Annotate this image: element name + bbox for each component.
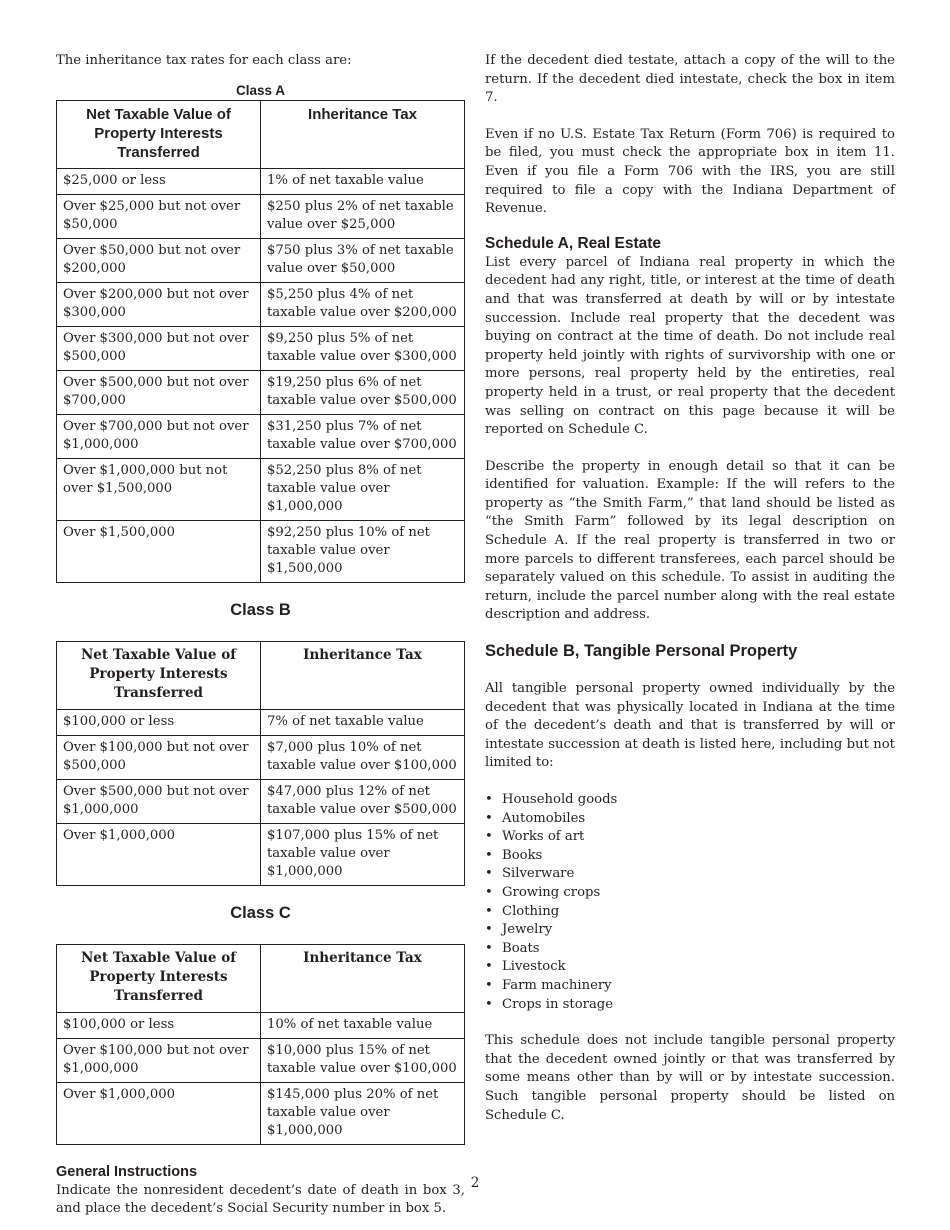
- table-row: [57, 735, 465, 779]
- column-header: Net Taxable Value of Property Interests Transferred: [57, 944, 261, 1012]
- table-cell: $25,000 or less: [57, 168, 261, 194]
- general-instructions-heading: General Instructions: [56, 1163, 198, 1180]
- table-cell: $5,250 plus 4% of net taxable value over $200,000: [261, 282, 465, 326]
- table-cell: Over $25,000 but not over $50,000: [57, 194, 261, 238]
- class-a-table: [56, 100, 465, 583]
- table-cell: $52,250 plus 8% of net taxable value over $1,000,000: [261, 458, 465, 520]
- table-cell: $250 plus 2% of net taxable value over $25,000: [261, 194, 465, 238]
- table-cell: $100,000 or less: [57, 1012, 261, 1038]
- column-header: Inheritance Tax: [261, 100, 465, 168]
- table-header-row: [57, 944, 465, 1012]
- table-cell: Over $1,500,000: [57, 520, 261, 582]
- table-cell: $47,000 plus 12% of net taxable value over $500,000: [261, 779, 465, 823]
- table-cell: 1% of net taxable value: [261, 168, 465, 194]
- tangible-property-list: [485, 791, 895, 1014]
- list-item: • Livestock: [485, 958, 895, 977]
- column-header: Inheritance Tax: [261, 944, 465, 1012]
- bullet-icon: •: [485, 829, 493, 845]
- list-item: • Growing crops: [485, 884, 895, 903]
- table-cell: $107,000 plus 15% of net taxable value over $1,000,000: [261, 823, 465, 885]
- bullet-icon: •: [485, 996, 493, 1012]
- bullet-icon: •: [485, 922, 493, 938]
- table-row: [57, 779, 465, 823]
- page-number: 2: [470, 1175, 480, 1191]
- table-cell: Over $1,000,000: [57, 1082, 261, 1144]
- schedule-b-paragraph: All tangible personal property owned individually by the decedent that was physically located in Indiana at the time of the decedent’s death and that is transferred by will or intestate succession at death is listed here, including but not limited to:: [485, 681, 895, 771]
- bullet-icon: •: [485, 977, 493, 993]
- list-item: • Silverware: [485, 865, 895, 884]
- table-row: [57, 709, 465, 735]
- table-cell: Over $50,000 but not over $200,000: [57, 238, 261, 282]
- bullet-icon: •: [485, 884, 493, 900]
- class-a-title: Class A: [235, 82, 286, 98]
- bullet-icon: •: [485, 940, 493, 956]
- table-cell: $750 plus 3% of net taxable value over $50,000: [261, 238, 465, 282]
- table-row: [57, 520, 465, 582]
- list-item: • Boats: [485, 940, 895, 959]
- class-b-table: [56, 641, 465, 886]
- table-header-row: [57, 641, 465, 709]
- table-cell: Over $1,000,000 but not over $1,500,000: [57, 458, 261, 520]
- table-cell: Over $100,000 but not over $500,000: [57, 735, 261, 779]
- table-row: [57, 458, 465, 520]
- table-row: [57, 194, 465, 238]
- column-header: Inheritance Tax: [261, 641, 465, 709]
- column-header: Net Taxable Value of Property Interests Transferred: [57, 100, 261, 168]
- list-item: • Jewelry: [485, 921, 895, 940]
- left-column: [56, 52, 465, 1219]
- class-c-title: Class C: [230, 903, 291, 922]
- table-cell: Over $1,000,000: [57, 823, 261, 885]
- table-row: [57, 326, 465, 370]
- table-row: [57, 238, 465, 282]
- list-item: • Books: [485, 847, 895, 866]
- table-cell: 10% of net taxable value: [261, 1012, 465, 1038]
- list-item: • Works of art: [485, 828, 895, 847]
- schedule-b-exclusion-paragraph: This schedule does not include tangible personal property that the decedent owned jointly or that was transferred by some means other than by will or by intestate succession. Such tangible personal property should be listed on Schedule C.: [485, 1033, 895, 1123]
- schedule-a-paragraph: List every parcel of Indiana real property in which the decedent had any right, title, or interest at the time of death and that was transferred at death by will or by intestate succession. Include real property that the decedent was buying on contract at the time of death. Do not include real property held jointly with rights of survivorship with one or more persons, real property held by the entireties, real property held in a trust, or real property that the decedent was selling on contract on this page because it will be reported on Schedule C.: [485, 254, 895, 438]
- table-cell: $19,250 plus 6% of net taxable value over $500,000: [261, 370, 465, 414]
- table-row: [57, 1012, 465, 1038]
- table-row: [57, 1038, 465, 1082]
- table-cell: $7,000 plus 10% of net taxable value over $100,000: [261, 735, 465, 779]
- class-c-table: [56, 944, 465, 1145]
- list-item: • Farm machinery: [485, 977, 895, 996]
- general-instructions-text: Indicate the nonresident decedent’s date of death in box 3, and place the decedent’s Social Security number in box 5.: [56, 1182, 465, 1217]
- table-cell: Over $500,000 but not over $1,000,000: [57, 779, 261, 823]
- table-row: [57, 414, 465, 458]
- list-item: • Crops in storage: [485, 996, 895, 1015]
- table-row: [57, 370, 465, 414]
- table-cell: $92,250 plus 10% of net taxable value over $1,500,000: [261, 520, 465, 582]
- will-paragraph: If the decedent died testate, attach a copy of the will to the return. If the decedent died intestate, check the box in item 7.: [485, 53, 895, 106]
- bullet-icon: •: [485, 959, 493, 975]
- schedule-a-heading: Schedule A, Real Estate: [485, 234, 662, 252]
- schedule-b-heading: Schedule B, Tangible Personal Property: [485, 642, 798, 661]
- table-cell: Over $500,000 but not over $700,000: [57, 370, 261, 414]
- class-b-title: Class B: [230, 600, 291, 619]
- list-item: • Household goods: [485, 791, 895, 810]
- bullet-icon: •: [485, 810, 493, 826]
- table-cell: $31,250 plus 7% of net taxable value over $700,000: [261, 414, 465, 458]
- intro-text: The inheritance tax rates for each class are:: [56, 53, 352, 68]
- table-row: [57, 823, 465, 885]
- bullet-icon: •: [485, 866, 493, 882]
- table-row: [57, 282, 465, 326]
- table-cell: Over $200,000 but not over $300,000: [57, 282, 261, 326]
- bullet-icon: •: [485, 903, 493, 919]
- table-cell: 7% of net taxable value: [261, 709, 465, 735]
- table-cell: $9,250 plus 5% of net taxable value over $300,000: [261, 326, 465, 370]
- table-cell: Over $300,000 but not over $500,000: [57, 326, 261, 370]
- column-header: Net Taxable Value of Property Interests Transferred: [57, 641, 261, 709]
- table-cell: Over $100,000 but not over $1,000,000: [57, 1038, 261, 1082]
- table-cell: $145,000 plus 20% of net taxable value over $1,000,000: [261, 1082, 465, 1144]
- bullet-icon: •: [485, 847, 493, 863]
- table-row: [57, 168, 465, 194]
- bullet-icon: •: [485, 792, 493, 807]
- table-cell: Over $700,000 but not over $1,000,000: [57, 414, 261, 458]
- right-column: [485, 52, 895, 1125]
- list-item: • Automobiles: [485, 810, 895, 829]
- schedule-a-description-paragraph: Describe the property in enough detail so that it can be identified for valuation. Example: If the will refers to the property as “the Smith Farm,” that land should be listed as “the Smith Farm” followed by its legal description on Schedule A. If the real property is transferred in two or more parcels to different transferees, each parcel should be separately valued on this schedule. To assist in auditing the return, include the parcel number along with the real estate description and address.: [485, 458, 895, 623]
- form-706-paragraph: Even if no U.S. Estate Tax Return (Form 706) is required to be filed, you must check the appropriate box in item 11. Even if you file a Form 706 with the IRS, you are still required to file a copy with the Indiana Department of Revenue.: [485, 126, 895, 217]
- table-row: [57, 1082, 465, 1144]
- table-header-row: [57, 100, 465, 168]
- table-cell: $100,000 or less: [57, 709, 261, 735]
- table-cell: $10,000 plus 15% of net taxable value over $100,000: [261, 1038, 465, 1082]
- list-item: • Clothing: [485, 903, 895, 922]
